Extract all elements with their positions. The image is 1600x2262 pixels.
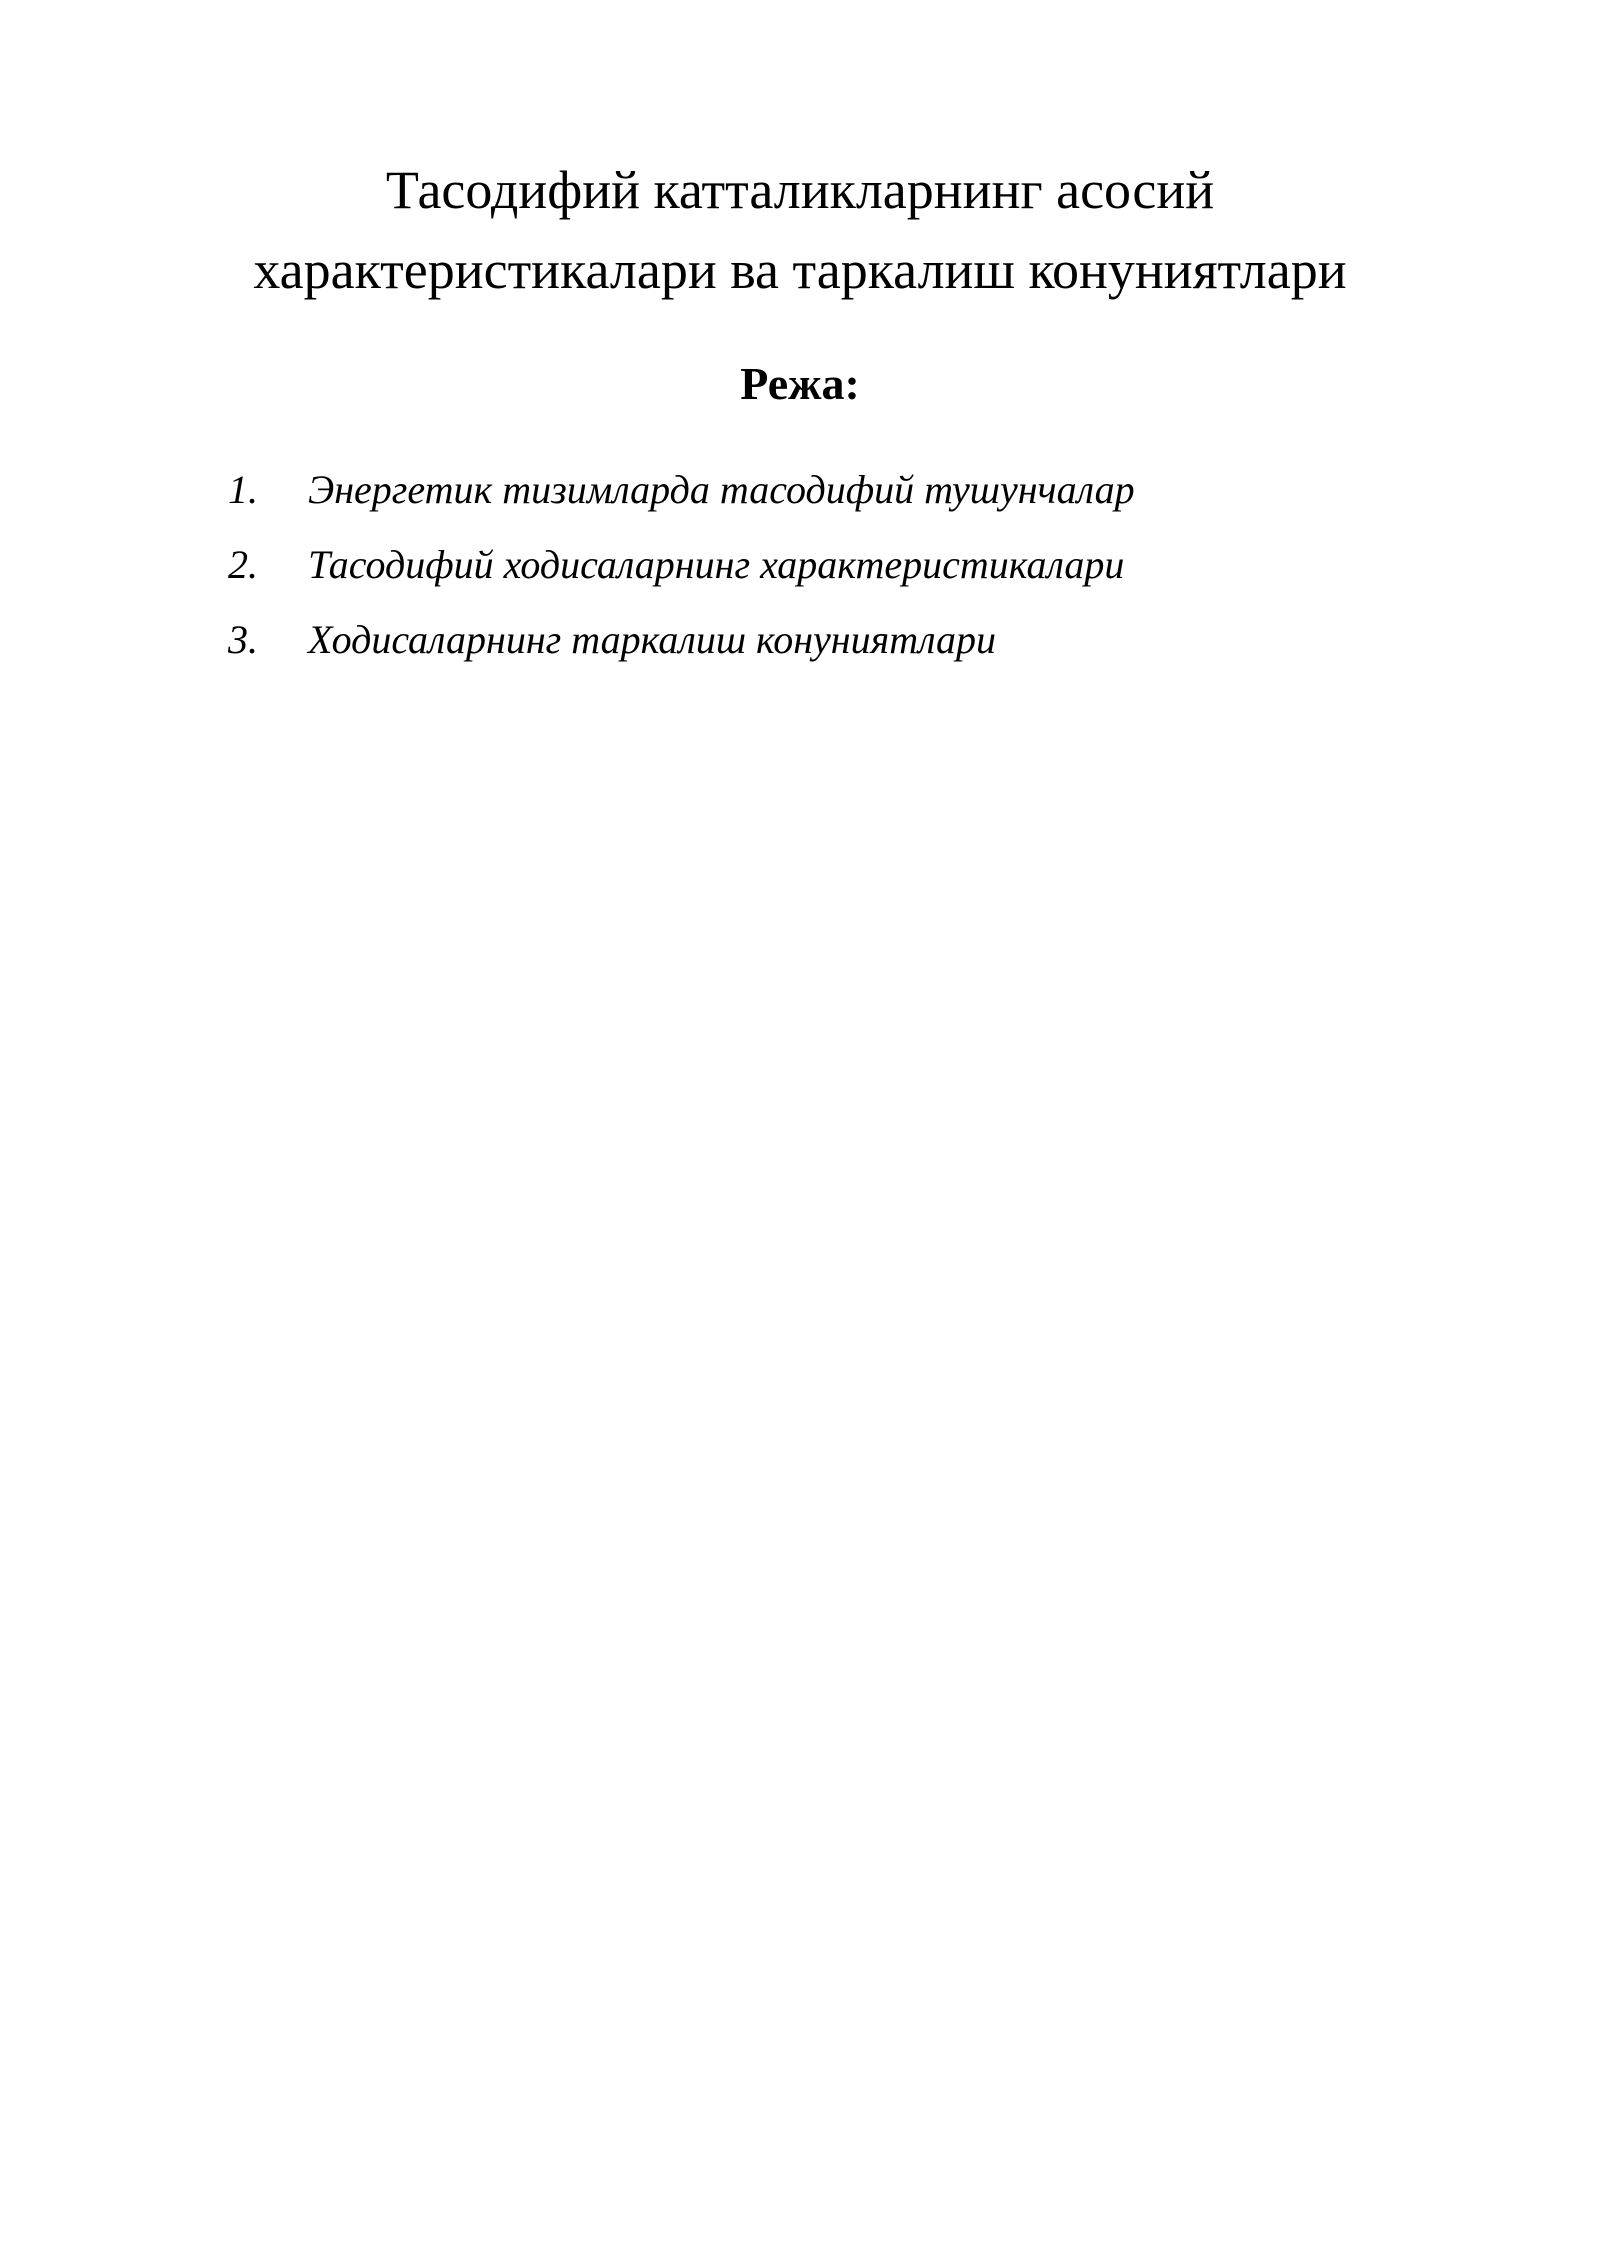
plan-item-number: 2. [228, 542, 258, 587]
plan-item-number: 3. [228, 617, 258, 662]
plan-item-2 [228, 533, 1135, 608]
plan-item-text: Тасодифий ходисаларнинг характеристикалари [308, 542, 1125, 587]
title-line-1: Тасодифий катталикларнинг асосий [385, 160, 1215, 220]
plan-list [228, 458, 1135, 683]
plan-item-number: 1. [228, 467, 258, 512]
plan-heading: Режа: [740, 358, 860, 409]
plan-item-text: Энергетик тизимларда тасодифий тушунчалар [308, 467, 1135, 512]
document-title [0, 150, 1600, 310]
plan-item-1 [228, 458, 1135, 533]
plan-item-3 [228, 608, 1135, 683]
title-line-2: характеристикалари ва таркалиш конуниятлари [253, 240, 1347, 300]
plan-item-text: Ходисаларнинг таркалиш конуниятлари [308, 617, 997, 662]
